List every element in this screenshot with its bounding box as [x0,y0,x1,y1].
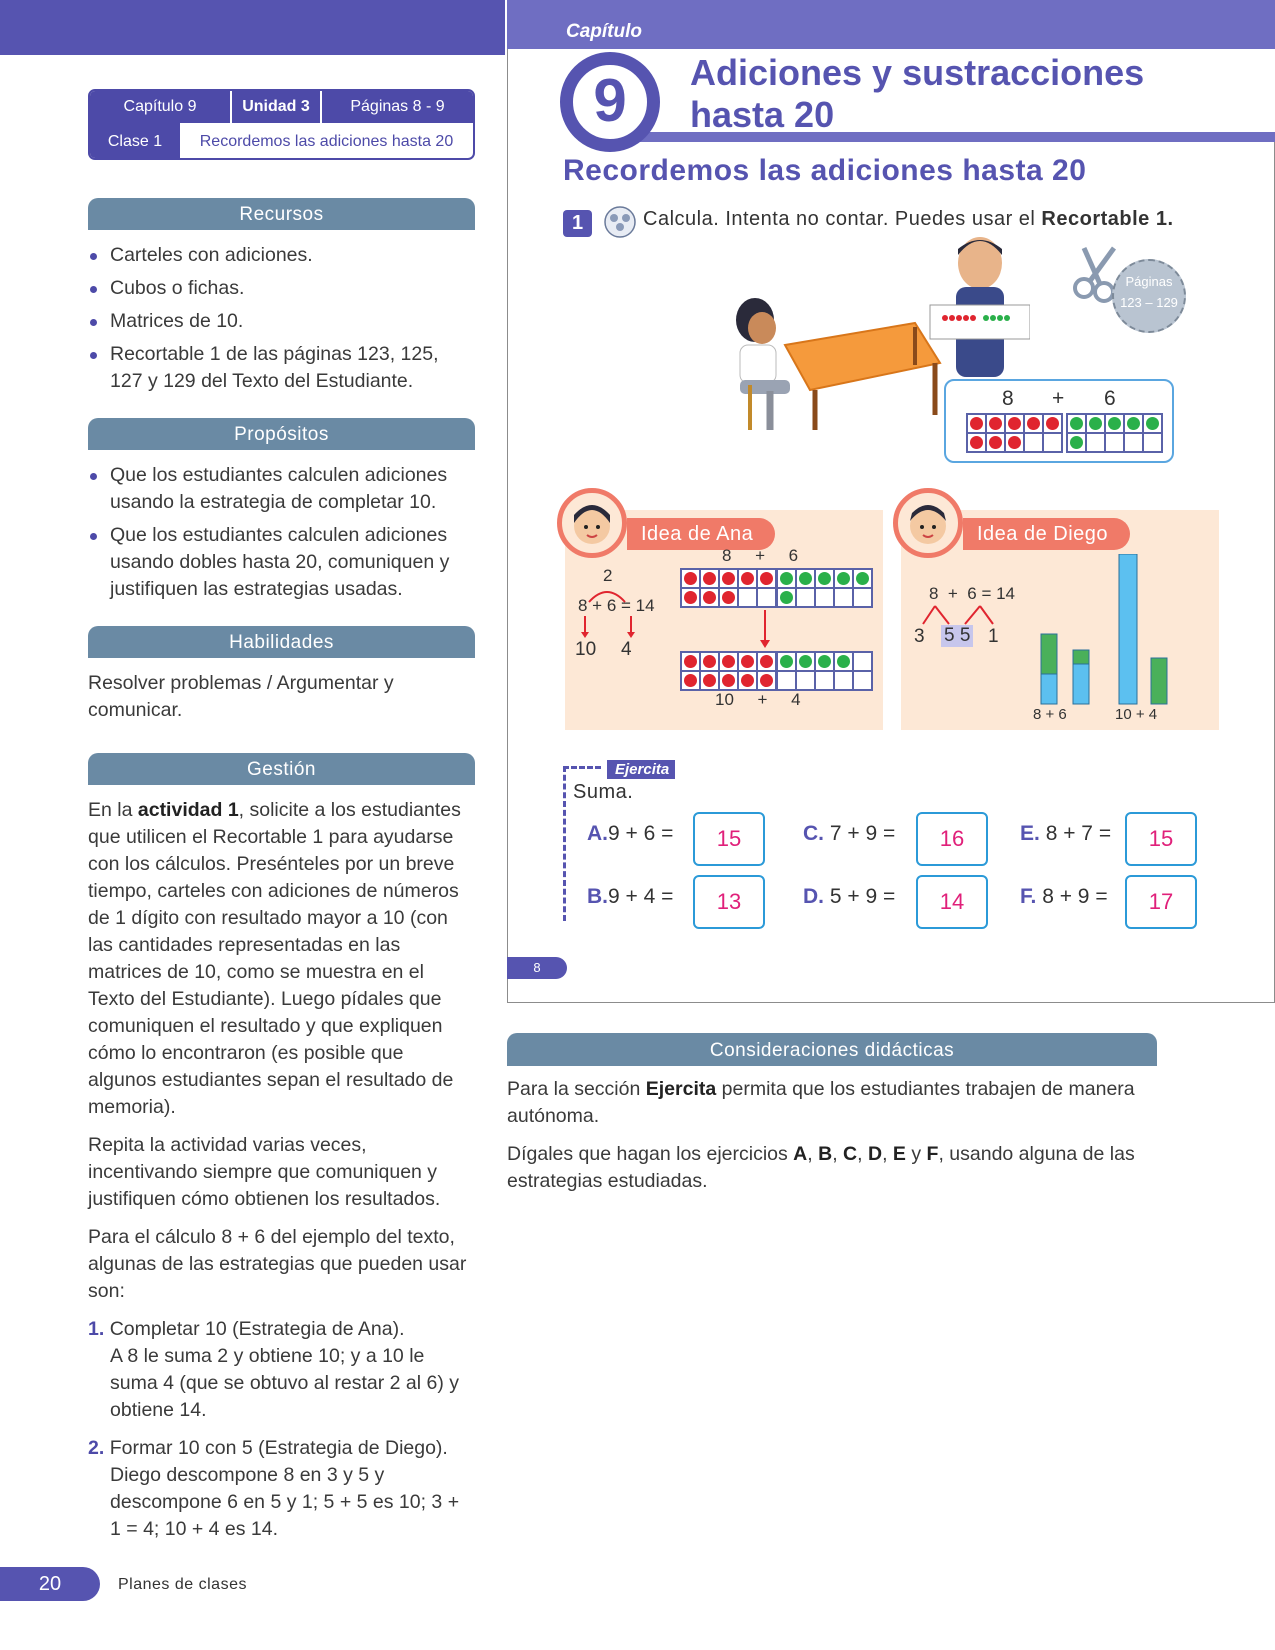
answer-box[interactable]: 13 [693,875,765,929]
board-number-a: 8 [1002,387,1014,410]
ana-ten: 10 [575,639,597,660]
text-run: Calcula. Intenta no contar. Puedes usar el [643,208,1042,230]
list-item: Matrices de 10. [88,308,475,335]
strategy-number: 1. [88,1318,105,1340]
board-plus: + [1052,387,1065,410]
answer-box[interactable]: 16 [916,812,988,866]
ana-avatar [557,488,627,558]
consideraciones-body [507,1076,1157,1206]
idea-ana-title: Idea de Ana [627,518,775,550]
unit-cell: Unidad 3 [232,91,322,123]
exercise-f [1020,885,1108,909]
habilidades-text: Resolver problemas / Argumentar y comunicar. [88,672,394,721]
strategy-title: Completar 10 (Estrategia de Ana). [109,1318,405,1340]
exercise-letter: E. [1020,822,1040,845]
strategy-2 [88,1435,475,1543]
group-work-icon [603,205,637,239]
exercise-letter: D. [803,885,824,908]
propositos-heading: Propósitos [88,418,475,450]
ten-frames-board [944,379,1174,463]
bold-run: E [892,1143,906,1165]
top-color-bar [0,0,505,55]
diego-avatar [893,488,963,558]
recortable-pages-tag [1112,259,1186,333]
exercise-b [587,885,673,909]
strategy-1 [88,1316,475,1424]
exercise-letter: F. [1020,885,1037,908]
ana-frame-bottom-left [680,651,777,691]
ten-frame-6 [1066,413,1163,453]
propositos-list [88,462,475,603]
consideraciones-heading: Consideraciones didácticas [507,1033,1157,1066]
pages-label: Páginas [1125,274,1173,289]
text-run: permita que los estudiantes trabajen de manera autónoma. [507,1078,1135,1127]
diego-tower-label-1: 8 + 6 [1033,706,1067,723]
bold-run: actividad 1 [137,799,239,821]
ten-frame-8 [966,413,1063,453]
gestion-paragraph [88,797,475,1121]
bold-run: A [793,1143,808,1165]
consideraciones-paragraph [507,1076,1157,1130]
ana-frame-bottom-right [776,651,873,691]
recursos-list-block [88,242,475,401]
answer-box[interactable]: 14 [916,875,988,929]
diego-tower-label-2: 10 + 4 [1115,706,1158,723]
exercise-expression: 5 + 9 = [829,885,896,908]
exercise-a [587,822,673,846]
ana-equation: 8 + 6 = 14 [578,596,655,615]
gestion-paragraph: Repita la actividad varias veces, incentivando siempre que comuniquen y justifiquen cómo obtienen los resultados. [88,1134,441,1210]
page-number: 20 [0,1567,100,1601]
text-run: Para la sección [507,1078,646,1100]
bold-run: Recortable 1. [1041,208,1174,230]
strategy-text: A 8 le suma 2 y obtiene 10; y a 10 le suma 4 (que se obtuvo al restar 2 al 6) y obtiene 14. [110,1345,460,1421]
class-cell: Clase 1 [90,123,180,160]
idea-diego-title: Idea de Diego [963,518,1130,550]
ana-down-arrow [755,610,775,650]
board-number-b: 6 [1104,387,1116,410]
diego-fives: 5 5 [941,625,973,647]
recursos-heading: Recursos [88,198,475,230]
strategy-title: Formar 10 con 5 (Estrategia de Diego). [109,1437,448,1459]
habilidades-heading: Habilidades [88,626,475,658]
ana-two: 2 [603,566,613,585]
boy-face-icon [898,493,958,553]
answer-box[interactable]: 15 [1125,812,1197,866]
book-page-number: 8 [507,957,567,979]
list-item: Cubos o fichas. [88,275,475,302]
bold-run: C [843,1143,858,1165]
exercise-e [1020,822,1111,846]
strategy-text: Diego descompone 8 en 3 y 5 y descompone 6 en 5 y 1; 5 + 5 es 10; 3 + 1 = 4; 10 + 4 es 14. [110,1464,460,1540]
chapter-title-line: Adiciones y sustracciones [690,52,1145,93]
exercise-d [803,885,895,909]
propositos-list-block [88,462,475,609]
suma-label: Suma. [573,781,634,803]
diego-cube-towers [1031,554,1191,714]
diego-three: 3 [914,626,925,647]
exercise-letter: B. [587,885,608,908]
recursos-list [88,242,475,395]
ana-four: 4 [621,639,632,660]
activity-number: 1 [563,210,592,237]
class-header-table [88,89,475,160]
answer-box[interactable]: 15 [693,812,765,866]
bold-run: F [926,1143,939,1165]
exercise-c [803,822,895,846]
ejercita-bracket-top [563,766,601,769]
text-run: , [882,1143,893,1165]
chapter-cell: Capítulo 9 [90,91,232,123]
exercise-expression: 9 + 4 = [608,885,674,908]
text-run: , [857,1143,868,1165]
exercise-expression: 8 + 9 = [1042,885,1108,908]
chapter-number: 9 [560,52,660,152]
text-run: , [807,1143,819,1165]
strategy-number: 2. [88,1437,105,1459]
exercise-letter: A. [587,822,608,845]
chapter-title-line: hasta 20 [690,94,835,135]
ejercita-bracket [563,766,566,921]
diego-one: 1 [988,626,999,647]
ana-arrows [575,580,655,640]
text-run: Dígales que hagan los ejercicios [507,1143,794,1165]
ana-frame-top-left [680,568,777,608]
exercise-expression: 9 + 6 = [608,822,674,845]
bold-run: D [867,1143,883,1165]
idea-ana-card [565,510,883,730]
pages-range: 123 – 129 [1120,295,1178,310]
ana-frame-top-right [776,568,873,608]
text-run: , solicite a los estudiantes que utilicen el Recortable 1 para ayudarse con los cálculos. Presénteles por un breve tiempo, carteles con adiciones de números de 1 dígito con resultado mayor a 10 (con las cantidades representadas en las matrices de 10, como se muestra en el Texto del Estudiante). Luego pídales que comuniquen el resultado y que expliquen cómo lo encontraron (es posible que algunos estudiantes sepan el resultado de memoria). [88,799,461,1118]
ejercita-label: Ejercita [607,760,675,779]
exercise-expression: 7 + 9 = [829,822,896,845]
girl-face-icon [562,493,622,553]
gestion-body [88,797,475,1554]
section-title: Recordemos las adiciones hasta 20 [563,154,1087,187]
class-title-cell: Recordemos las adiciones hasta 20 [199,132,454,150]
text-run: En la [88,799,138,821]
bold-run: B [818,1143,833,1165]
capitulo-label: Capítulo [566,21,642,42]
answer-box[interactable]: 17 [1125,875,1197,929]
text-run: y [905,1143,927,1165]
diego-equation: 8 + 6 = 14 [929,584,1016,603]
activity-instruction [643,208,1174,231]
gestion-paragraph: Para el cálculo 8 + 6 del ejemplo del texto, algunas de las estrategias que pueden usar son: [88,1226,467,1302]
text-run: , usando alguna de las estrategias estudiadas. [507,1143,1135,1192]
list-item: Que los estudiantes calculen adiciones usando la estrategia de completar 10. [88,462,475,516]
ana-bottom-label: 10 + 4 [715,690,801,709]
footer-label: Planes de clases [118,1576,247,1593]
ana-top-label: 8 + 6 [722,546,799,565]
consideraciones-paragraph [507,1141,1157,1195]
text-run: , [832,1143,844,1165]
exercise-letter: C. [803,822,824,845]
list-item: Recortable 1 de las páginas 123, 125, 127 y 129 del Texto del Estudiante. [88,341,475,395]
bold-run: Ejercita [645,1078,717,1100]
exercise-expression: 8 + 7 = [1045,822,1112,845]
gestion-heading: Gestión [88,753,475,785]
chapter-title [690,52,1144,136]
list-item: Que los estudiantes calculen adiciones usando dobles hasta 20, comuniquen y justifiquen las estrategias usadas. [88,522,475,603]
idea-diego-card [901,510,1219,730]
pages-cell: Páginas 8 - 9 [350,98,445,115]
list-item: Carteles con adiciones. [88,242,475,269]
